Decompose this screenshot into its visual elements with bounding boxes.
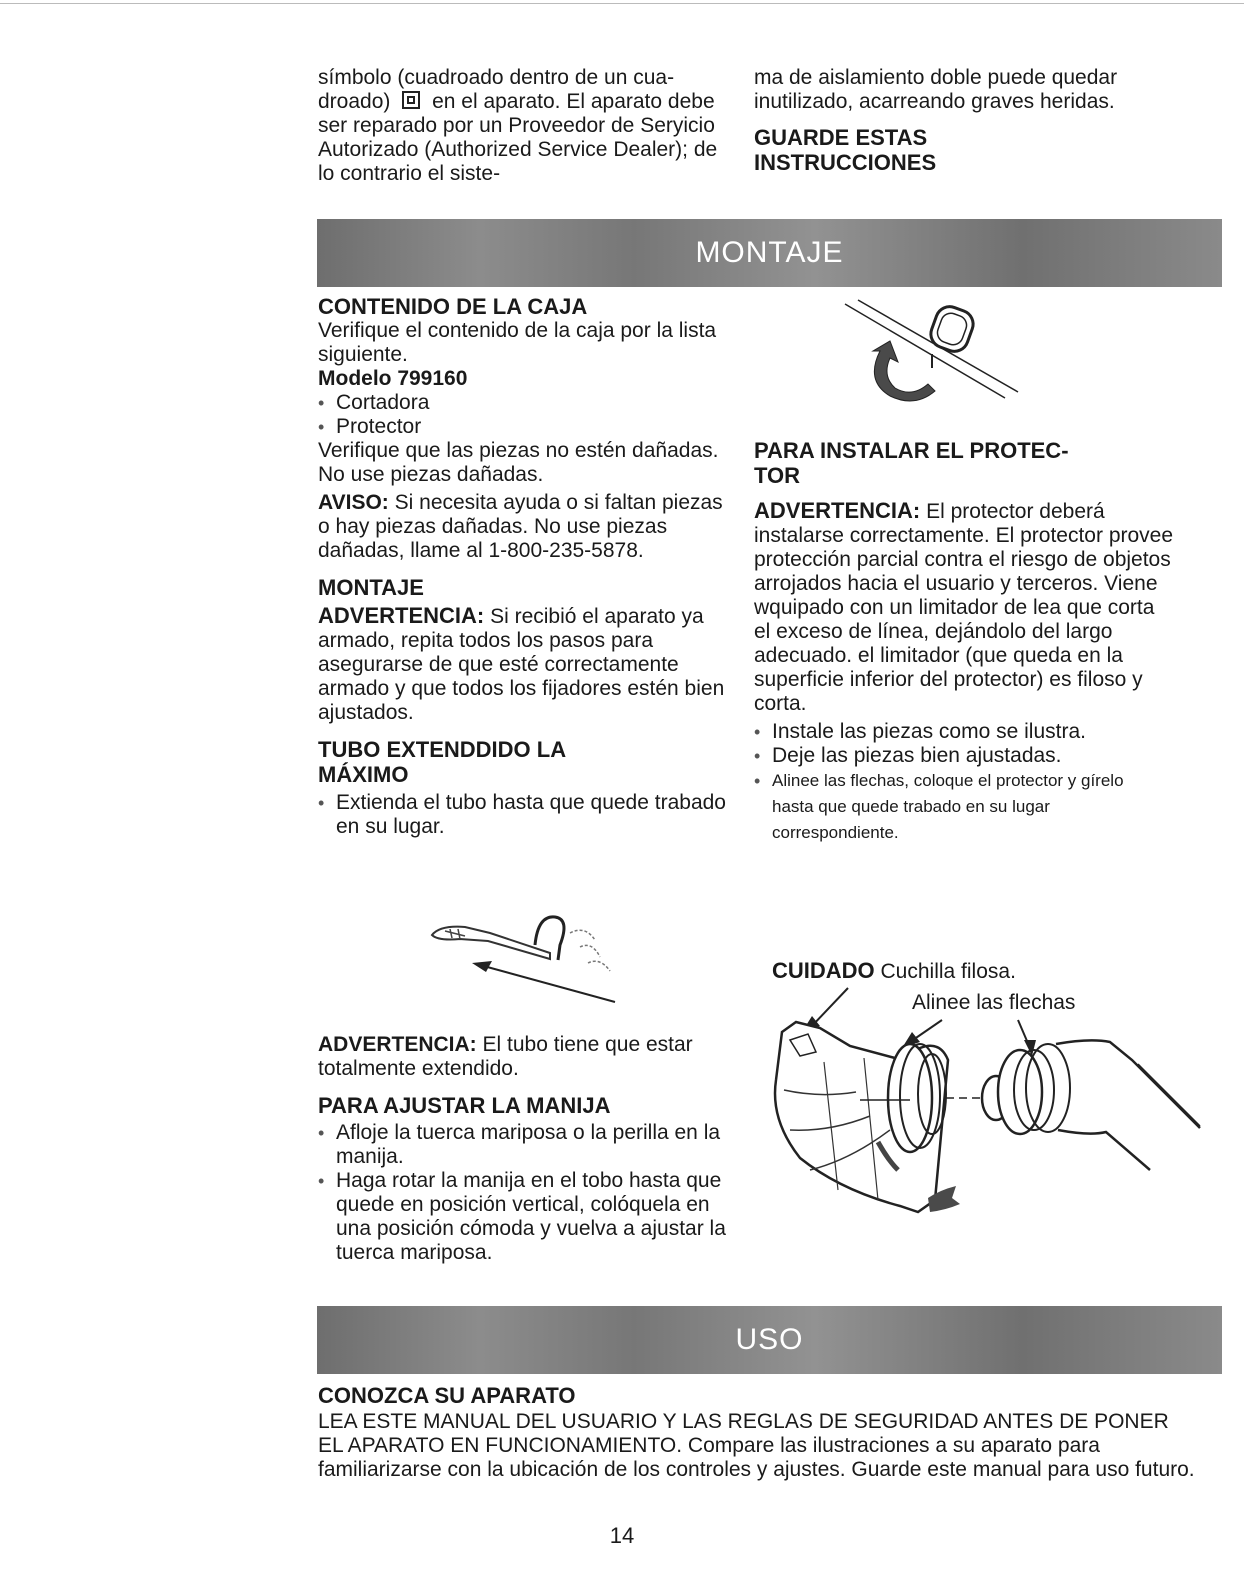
list-item: • Deje las piezas bien ajustadas.: [754, 744, 1174, 768]
protector-heading: PARA INSTALAR EL PROTEC-TOR: [754, 438, 1069, 488]
manija-list: [318, 1121, 728, 1265]
contenido-heading: CONTENIDO DE LA CAJA: [318, 294, 588, 319]
protector-advertencia-text: El protector deberá instalarse correctamente. El protector provee protección parcial contra el riesgo de objetos arrojados hacia el usuario y terceros. Viene wquipado con un limitador de lea que corta el exceso de línea, dejándolo del largo adecuado. el limitador (que queda en la superficie inferior del protector) es filoso y corta.: [754, 500, 1174, 715]
protector-advertencia-label: ADVERTENCIA:: [754, 498, 921, 523]
list-item: • Instale las piezas como se ilustra.: [754, 720, 1174, 744]
montaje-heading: MONTAJE: [318, 575, 424, 600]
cuidado-text: Cuchilla filosa.: [880, 960, 1016, 983]
list-item: • Haga rotar la manija en el tobo hasta que quede en posición vertical, colóquela en una posición cómoda y vuelva a ajustar la tuerca mariposa.: [318, 1169, 728, 1265]
top-right-paragraph: ma de aislamiento doble puede quedar inutilizado, acarreando graves heridas.: [754, 66, 1118, 113]
list-item: • Protector: [318, 415, 726, 439]
advertencia-2-text: El tubo tiene que estar totalmente extendido.: [318, 1033, 693, 1080]
advertencia-1-text: Si recibió el aparato ya armado, repita todos los pasos para asegurarse de que esté correctamente armado y que todos los fijadores estén bien ajustados.: [318, 605, 725, 724]
tube-extension-illustration: [420, 905, 640, 1010]
top-right-text: [754, 66, 1184, 175]
guarde-heading: GUARDE ESTAS INSTRUCCIONES: [754, 125, 937, 175]
right-column: [754, 438, 1174, 846]
conozca-text: LEA ESTE MANUAL DEL USUARIO Y LAS REGLAS DE SEGURIDAD ANTES DE PONER EL APARATO EN FUNCIONAMIENTO. Compare las ilustraciones a su aparato para familiarizarse con la ubicación de los controles y ajustes. Guarde este manual para uso futuro.: [318, 1410, 1195, 1481]
modelo-label: Modelo 799160: [318, 367, 468, 390]
protector-small-list: [754, 768, 1154, 846]
tubo-heading: TUBO EXTENDDIDO LA MÁXIMO: [318, 737, 566, 787]
aviso-paragraph: [318, 491, 726, 563]
guard-rotation-illustration: [840, 296, 1020, 411]
left-column-lower: [318, 1033, 728, 1265]
protector-advertencia-paragraph: [754, 499, 1174, 716]
advertencia-1-label: ADVERTENCIA:: [318, 603, 485, 628]
left-column: [318, 294, 726, 839]
tubo-list: [318, 791, 726, 839]
protector-list: [754, 720, 1174, 768]
double-insulation-icon: [402, 91, 420, 109]
montaje-band-label: MONTAJE: [695, 236, 844, 269]
guard-assembly-illustration: [760, 980, 1210, 1230]
page-top-rule: [0, 3, 1244, 4]
page-number: 14: [609, 1523, 635, 1548]
contents-list: [318, 391, 726, 439]
advertencia-1-paragraph: [318, 604, 726, 725]
aviso-label: AVISO:: [318, 491, 389, 514]
alinee-text: Alinee las flechas: [912, 991, 1076, 1014]
top-left-text-b: en el aparato. El aparato debe ser reparado por un Proveedor de Seryicio Autorizado (Authorized Service Dealer); de lo contrario el siste-: [318, 90, 718, 185]
list-item: • Cortadora: [318, 391, 726, 415]
advertencia-2-paragraph: [318, 1033, 728, 1081]
list-item: • Extienda el tubo hasta que quede trabado en su lugar.: [318, 791, 726, 839]
contenido-text: Verifique el contenido de la caja por la lista siguiente.: [318, 319, 717, 366]
verifique-text: Verifique que las piezas no estén dañadas. No use piezas dañadas.: [318, 439, 719, 486]
list-item: • Alinee las flechas, coloque el protector y gírelo hasta que quede trabado en su lugar correspondiente.: [754, 768, 1154, 846]
top-left-text-a: símbolo (cuadroado dentro de un cua-droado): [318, 66, 675, 113]
advertencia-2-label: ADVERTENCIA:: [318, 1033, 477, 1056]
uso-band-label: USO: [735, 1323, 804, 1356]
aviso-text: Si necesita ayuda o si faltan piezas o hay piezas dañadas. No use piezas dañadas, llame al 1-800-235-5878.: [318, 491, 723, 562]
manija-heading: PARA AJUSTAR LA MANIJA: [318, 1093, 611, 1118]
top-left-text: [318, 66, 728, 186]
cuidado-label: CUIDADO: [772, 958, 875, 983]
conozca-heading: CONOZCA SU APARATO: [318, 1383, 576, 1408]
uso-section-band: [317, 1306, 1222, 1374]
uso-section: [318, 1383, 1198, 1482]
list-item: • Afloje la tuerca mariposa o la perilla en la manija.: [318, 1121, 728, 1169]
montaje-section-band: [317, 219, 1222, 287]
